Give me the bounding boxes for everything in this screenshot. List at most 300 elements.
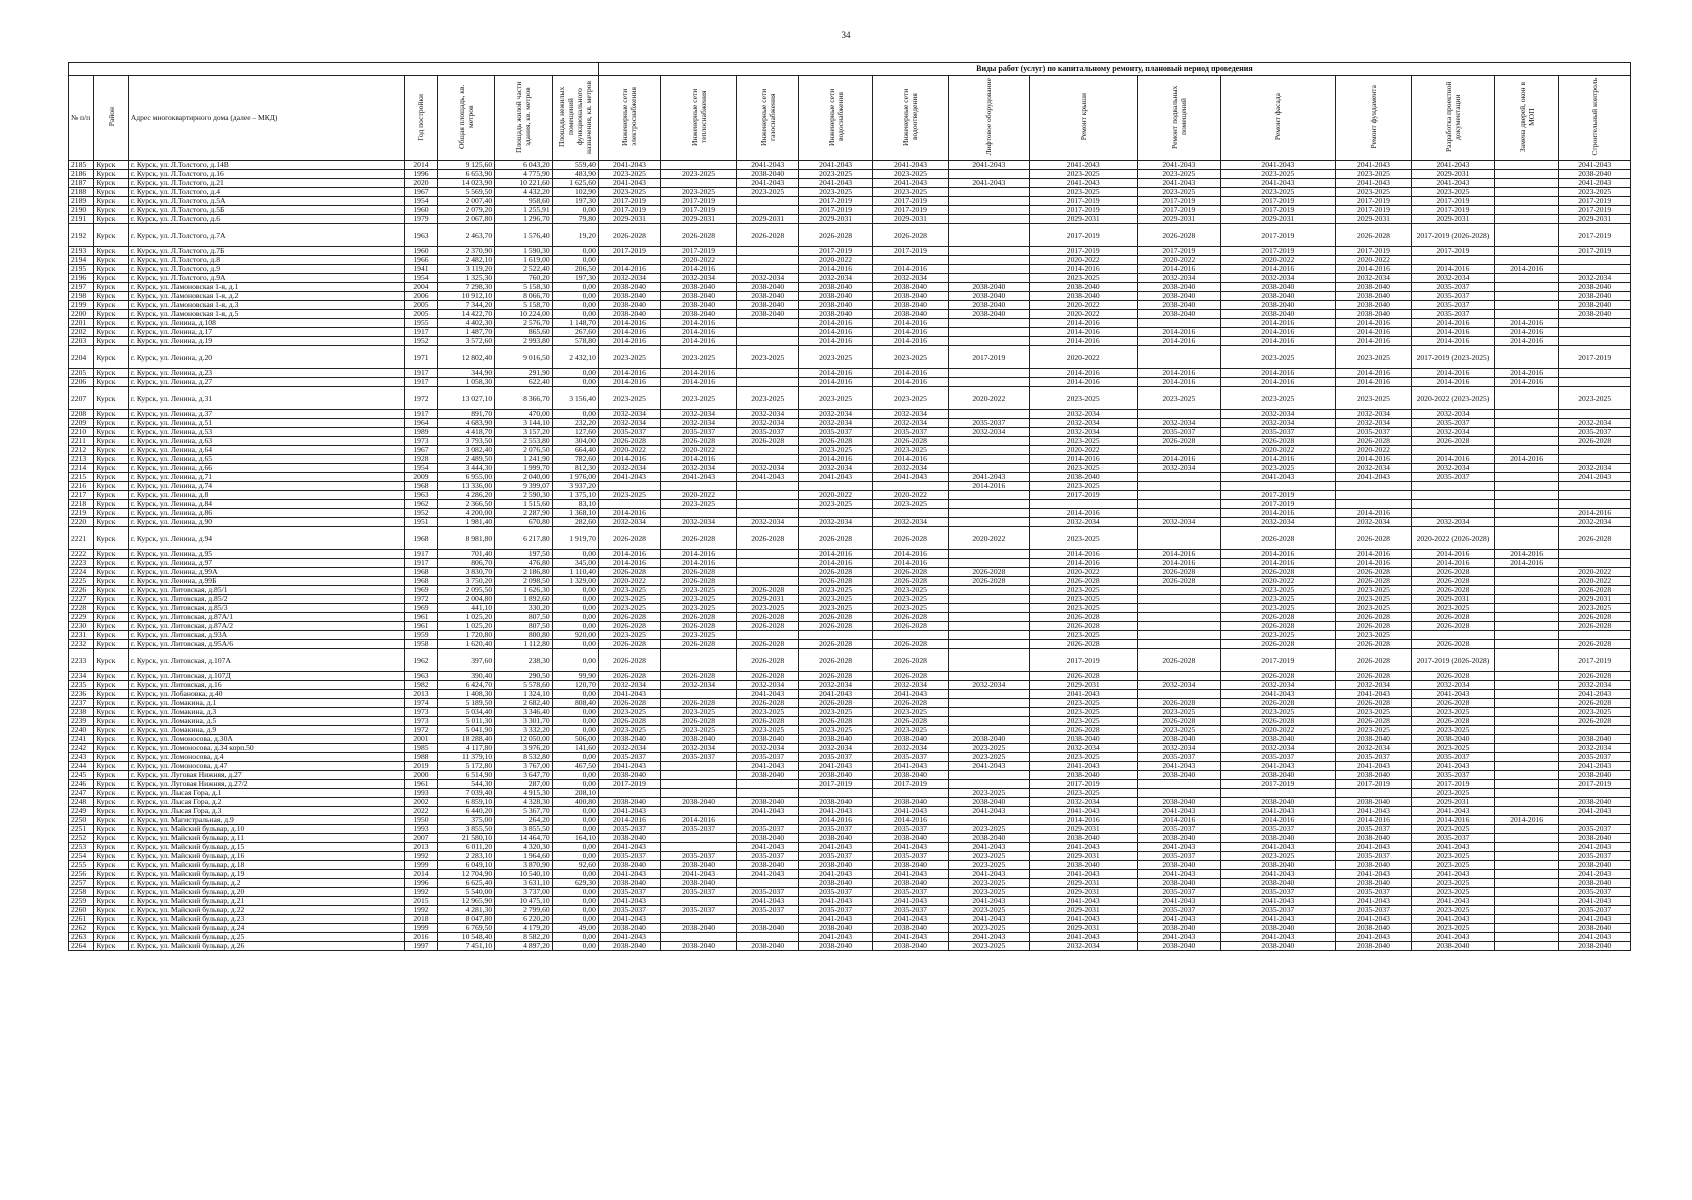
table-cell: 1952 <box>405 509 437 518</box>
table-cell: 208,10 <box>552 789 598 798</box>
table-cell: 2038-2040 <box>872 735 948 744</box>
table-cell: 2017-2019 (2023-2025) <box>1411 346 1494 369</box>
table-cell: 2023-2025 <box>1335 586 1411 595</box>
table-cell <box>1494 933 1559 942</box>
table-cell <box>1494 224 1559 247</box>
table-cell: 807,50 <box>495 622 553 631</box>
table-cell: 2026-2028 <box>799 717 873 726</box>
table-cell: 2023-2025 <box>1335 708 1411 717</box>
table-cell: 2041-2043 <box>1411 690 1494 699</box>
table-cell: 2038-2040 <box>598 735 660 744</box>
table-cell: 629,30 <box>552 879 598 888</box>
table-cell: 1 148,70 <box>552 319 598 328</box>
table-cell: 2038-2040 <box>598 879 660 888</box>
table-cell: 2041-2043 <box>1220 807 1335 816</box>
table-cell: 2023-2025 <box>1220 586 1335 595</box>
table-cell: 2035-2037 <box>1559 906 1631 915</box>
table-cell: 812,30 <box>552 464 598 473</box>
table-cell: 2020-2022 <box>598 446 660 455</box>
table-cell: 2014-2016 <box>598 265 660 274</box>
table-cell: 1961 <box>405 622 437 631</box>
table-cell: 2014-2016 <box>1137 550 1220 559</box>
table-cell: 2014-2016 <box>1411 319 1494 328</box>
table-cell: 2041-2043 <box>1411 762 1494 771</box>
table-cell: 1973 <box>405 717 437 726</box>
table-cell: 2014-2016 <box>598 550 660 559</box>
table-cell: 544,30 <box>437 780 495 789</box>
table-row <box>69 319 1631 328</box>
table-cell: 2 040,00 <box>495 473 553 482</box>
table-cell: 2194 <box>69 256 94 265</box>
table-cell <box>1494 807 1559 816</box>
table-cell: 2020-2022 <box>1559 568 1631 577</box>
table-cell: 2041-2043 <box>1335 161 1411 170</box>
table-cell: 19,20 <box>552 224 598 247</box>
table-cell: 2020-2022 <box>661 446 737 455</box>
table-cell: 2038-2040 <box>1335 834 1411 843</box>
table-cell <box>1494 595 1559 604</box>
table-cell: Курск <box>94 613 129 622</box>
table-cell: 2221 <box>69 527 94 550</box>
table-cell: 2038-2040 <box>872 798 948 807</box>
table-cell: 2026-2028 <box>1335 437 1411 446</box>
table-cell: 197,30 <box>552 197 598 206</box>
table-cell: 1960 <box>405 247 437 256</box>
table-cell: 6 653,90 <box>437 170 495 179</box>
table-cell: 2026-2028 <box>1411 568 1494 577</box>
table-cell: 2017-2019 <box>1137 197 1220 206</box>
table-cell: 2017-2019 <box>598 247 660 256</box>
table-cell: 8 981,80 <box>437 527 495 550</box>
table-cell: 2023-2025 <box>948 879 1029 888</box>
table-cell: 2191 <box>69 215 94 224</box>
table-cell: 2038-2040 <box>1137 924 1220 933</box>
table-cell: 2029-2031 <box>1559 595 1631 604</box>
table-cell: 2234 <box>69 672 94 681</box>
table-cell: 2023-2025 <box>872 188 948 197</box>
table-cell: 2023-2025 <box>1335 346 1411 369</box>
header-label: Инженерные сети водоотведения <box>901 88 920 146</box>
table-cell: г. Курск, ул. Майский бульвар, д.2 <box>128 879 404 888</box>
table-cell: 2032-2034 <box>872 744 948 753</box>
table-cell: 2026-2028 <box>872 613 948 622</box>
table-cell: Курск <box>94 378 129 387</box>
table-cell: 2023-2025 <box>598 631 660 640</box>
table-cell: 2026-2028 <box>1559 717 1631 726</box>
table-cell: 2026-2028 <box>661 640 737 649</box>
table-cell: 1950 <box>405 816 437 825</box>
table-cell: 3 750,20 <box>437 577 495 586</box>
table-cell <box>661 897 737 906</box>
table-cell: 2023-2025 <box>1335 387 1411 410</box>
table-cell: 2026-2028 <box>799 699 873 708</box>
table-cell: 2017-2019 <box>1559 346 1631 369</box>
table-cell: 2020-2022 <box>1559 577 1631 586</box>
table-cell: 2032-2034 <box>1335 410 1411 419</box>
table-cell: 2264 <box>69 942 94 951</box>
table-row <box>69 224 1631 247</box>
table-cell: 2023-2025 <box>1029 631 1137 640</box>
table-cell: 0,00 <box>552 717 598 726</box>
table-cell: 2032-2034 <box>872 681 948 690</box>
table-cell: 2026-2028 <box>737 224 799 247</box>
table-cell: 2018 <box>405 915 437 924</box>
table-cell: 2038-2040 <box>1220 310 1335 319</box>
table-cell: 2035-2037 <box>872 852 948 861</box>
table-cell: 1 976,00 <box>552 473 598 482</box>
table-cell: 2023-2025 <box>1411 879 1494 888</box>
table-cell: 2020-2022 <box>1029 568 1137 577</box>
table-cell: 3 144,10 <box>495 419 553 428</box>
table-cell: 2038-2040 <box>948 310 1029 319</box>
table-cell: 2026-2028 <box>598 622 660 631</box>
table-cell: 2041-2043 <box>799 807 873 816</box>
table-cell: 2023-2025 <box>948 789 1029 798</box>
table-cell: 2014-2016 <box>1029 559 1137 568</box>
table-cell: 2020-2022 <box>661 491 737 500</box>
table-cell: 2023-2025 <box>948 888 1029 897</box>
table-cell: 2190 <box>69 206 94 215</box>
table-cell: 807,50 <box>495 613 553 622</box>
table-cell <box>1335 491 1411 500</box>
table-cell: г. Курск, ул. Ломакина, д.5 <box>128 717 404 726</box>
table-cell: 2032-2034 <box>948 428 1029 437</box>
table-row <box>69 346 1631 369</box>
table-cell: г. Курск, ул. Ленина, д.108 <box>128 319 404 328</box>
table-cell <box>948 215 1029 224</box>
table-cell: 2014-2016 <box>1494 550 1559 559</box>
table-cell: Курск <box>94 726 129 735</box>
table-cell: 2023-2025 <box>737 346 799 369</box>
table-cell: 1972 <box>405 595 437 604</box>
table-cell <box>1137 690 1220 699</box>
table-cell <box>948 265 1029 274</box>
table-cell: 2032-2034 <box>737 274 799 283</box>
table-cell: 2032-2034 <box>661 744 737 753</box>
table-cell <box>1494 649 1559 672</box>
table-cell: 2026-2028 <box>1335 577 1411 586</box>
table-cell: 2026-2028 <box>872 622 948 631</box>
table-cell <box>1494 906 1559 915</box>
table-cell: 2041-2043 <box>598 870 660 879</box>
table-cell: 3 444,30 <box>437 464 495 473</box>
table-cell: 1972 <box>405 726 437 735</box>
table-cell: 2038-2040 <box>737 798 799 807</box>
table-cell: г. Курск, ул. Майский бульвар, д.11 <box>128 834 404 843</box>
table-cell: 2041-2043 <box>1411 897 1494 906</box>
table-cell <box>1494 798 1559 807</box>
table-cell: 8 366,70 <box>495 387 553 410</box>
table-row <box>69 509 1631 518</box>
table-cell <box>1494 825 1559 834</box>
table-cell: 2035-2037 <box>598 888 660 897</box>
table-cell: 2035-2037 <box>1335 825 1411 834</box>
table-cell <box>1494 274 1559 283</box>
table-cell: 2035-2037 <box>737 888 799 897</box>
table-cell: 2014-2016 <box>1029 509 1137 518</box>
table-cell: 2228 <box>69 604 94 613</box>
table-cell: 2041-2043 <box>1411 933 1494 942</box>
table-cell: 2026-2028 <box>872 577 948 586</box>
table-cell: 2 283,10 <box>437 852 495 861</box>
table-cell: 2041-2043 <box>1559 690 1631 699</box>
table-cell: 2041-2043 <box>1220 843 1335 852</box>
table-cell: 2017-2019 <box>1559 247 1631 256</box>
table-cell: 2032-2034 <box>799 274 873 283</box>
table-cell <box>1029 500 1137 509</box>
table-cell: 2014-2016 <box>1220 337 1335 346</box>
table-cell: 2 590,30 <box>495 491 553 500</box>
table-cell: 2220 <box>69 518 94 527</box>
table-cell: 2026-2028 <box>1411 577 1494 586</box>
table-cell: 2032-2034 <box>1137 464 1220 473</box>
table-cell: 2026-2028 <box>1220 640 1335 649</box>
table-cell <box>1494 387 1559 410</box>
table-cell: 2023-2025 <box>1029 595 1137 604</box>
table-cell: 2023-2025 <box>948 825 1029 834</box>
table-cell: 1 487,70 <box>437 328 495 337</box>
table-cell <box>1559 328 1631 337</box>
table-cell: 2248 <box>69 798 94 807</box>
table-cell: 701,40 <box>437 550 495 559</box>
table-cell <box>1411 482 1494 491</box>
table-cell: г. Курск, ул. Лысая Гора, д.2 <box>128 798 404 807</box>
table-cell: 4 200,00 <box>437 509 495 518</box>
table-row <box>69 292 1631 301</box>
table-cell: 2026-2028 <box>799 622 873 631</box>
table-cell: Курск <box>94 870 129 879</box>
table-cell: 891,70 <box>437 410 495 419</box>
table-row <box>69 834 1631 843</box>
table-cell <box>661 780 737 789</box>
header-label: № п/п <box>71 113 91 122</box>
table-cell: 2215 <box>69 473 94 482</box>
table-cell: 2041-2043 <box>872 473 948 482</box>
table-cell <box>948 410 1029 419</box>
table-cell <box>1494 197 1559 206</box>
table-cell: 2023-2025 <box>1335 631 1411 640</box>
table-cell: 2023-2025 <box>661 595 737 604</box>
table-cell: 2038-2040 <box>737 942 799 951</box>
col-heating <box>661 76 737 161</box>
header-label: Ремонт подвальных помещений <box>1169 85 1188 149</box>
table-cell: 2023-2025 <box>661 708 737 717</box>
table-cell <box>737 816 799 825</box>
table-cell: 10 221,60 <box>495 179 553 188</box>
table-cell: 2244 <box>69 762 94 771</box>
table-row <box>69 807 1631 816</box>
table-cell: 2041-2043 <box>598 161 660 170</box>
table-cell: 1 892,60 <box>495 595 553 604</box>
table-cell: 2041-2043 <box>737 179 799 188</box>
table-cell: 2216 <box>69 482 94 491</box>
table-cell: 4 432,20 <box>495 188 553 197</box>
table-cell: 2026-2028 <box>1137 568 1220 577</box>
table-cell: 1971 <box>405 346 437 369</box>
table-cell: 2038-2040 <box>1220 924 1335 933</box>
col-living-area <box>495 76 553 161</box>
table-cell: Курск <box>94 622 129 631</box>
table-cell: 2038-2040 <box>1137 879 1220 888</box>
table-cell: 2041-2043 <box>1559 933 1631 942</box>
table-cell: 7 039,40 <box>437 789 495 798</box>
table-cell <box>1494 843 1559 852</box>
table-cell: 2023-2025 <box>799 170 873 179</box>
table-cell: 264,20 <box>495 816 553 825</box>
table-cell: 2017-2019 <box>1029 247 1137 256</box>
table-cell: 287,00 <box>495 780 553 789</box>
table-cell: 2032-2034 <box>1220 410 1335 419</box>
table-cell: 2029-2031 <box>1220 215 1335 224</box>
table-cell: 102,90 <box>552 188 598 197</box>
table-cell: г. Курск, ул. Ленина, д.8 <box>128 491 404 500</box>
table-cell: 2038-2040 <box>737 834 799 843</box>
table-cell: 2023-2025 <box>1029 170 1137 179</box>
table-cell: 2014-2016 <box>1137 369 1220 378</box>
table-cell: г. Курск, ул. Луговая Нижняя, д.27 <box>128 771 404 780</box>
table-cell: 2023-2025 <box>1411 888 1494 897</box>
table-cell: 2038-2040 <box>1335 798 1411 807</box>
table-cell: г. Курск, ул. Ленина, д.53 <box>128 428 404 437</box>
table-cell: 2020-2022 <box>1335 446 1411 455</box>
table-cell: г. Курск, ул. Ленина, д.99Б <box>128 577 404 586</box>
table-cell: 2041-2043 <box>1220 897 1335 906</box>
table-cell: 2249 <box>69 807 94 816</box>
table-cell <box>948 699 1029 708</box>
table-cell: 2032-2034 <box>1137 419 1220 428</box>
table-cell: 2023-2025 <box>872 387 948 410</box>
table-cell <box>799 482 873 491</box>
table-cell: 2038-2040 <box>1029 834 1137 843</box>
table-cell: 2035-2037 <box>799 906 873 915</box>
table-cell: 2014-2016 <box>1137 378 1220 387</box>
table-cell: 5 158,30 <box>495 283 553 292</box>
header-label: Район <box>106 107 116 127</box>
table-cell: 2014-2016 <box>1335 337 1411 346</box>
table-cell: 2038-2040 <box>872 924 948 933</box>
table-cell: Курск <box>94 274 129 283</box>
table-cell: 2026-2028 <box>1335 699 1411 708</box>
table-cell: Курск <box>94 247 129 256</box>
table-row <box>69 595 1631 604</box>
table-cell: 2038-2040 <box>1137 942 1220 951</box>
table-cell: Курск <box>94 933 129 942</box>
table-cell: Курск <box>94 798 129 807</box>
table-cell: 2041-2043 <box>1137 762 1220 771</box>
table-cell: 2032-2034 <box>872 410 948 419</box>
table-cell: 2017-2019 <box>1559 197 1631 206</box>
table-cell: 2026-2028 <box>872 649 948 672</box>
table-cell: 2035-2037 <box>737 428 799 437</box>
table-cell: 2017-2019 <box>598 197 660 206</box>
table-cell: 2020-2022 <box>799 491 873 500</box>
table-cell: Курск <box>94 310 129 319</box>
table-cell: 2035-2037 <box>799 852 873 861</box>
table-cell: 3 332,20 <box>495 726 553 735</box>
table-cell: 2035-2037 <box>872 888 948 897</box>
table-cell: 2020-2022 <box>1335 256 1411 265</box>
table-cell: 2020-2022 <box>1029 346 1137 369</box>
table-cell: 2032-2034 <box>661 274 737 283</box>
table-cell: 1 368,10 <box>552 509 598 518</box>
table-cell: 2 186,80 <box>495 568 553 577</box>
table-cell: 1 375,10 <box>552 491 598 500</box>
table-cell <box>1494 771 1559 780</box>
table-cell: 2029-2031 <box>737 215 799 224</box>
table-cell: 1967 <box>405 188 437 197</box>
table-cell: 2212 <box>69 446 94 455</box>
table-cell: 4 286,20 <box>437 491 495 500</box>
table-row <box>69 197 1631 206</box>
table-cell: 2014-2016 <box>872 337 948 346</box>
table-cell: 2014-2016 <box>1220 265 1335 274</box>
table-cell: Курск <box>94 586 129 595</box>
table-cell: г. Курск, ул. Ламоновская 1-я, д.3 <box>128 301 404 310</box>
table-cell: 2041-2043 <box>1220 473 1335 482</box>
table-cell: 2032-2034 <box>1137 744 1220 753</box>
table-row <box>69 559 1631 568</box>
table-cell: 2038-2040 <box>598 283 660 292</box>
table-cell: 0,00 <box>552 550 598 559</box>
table-cell: Курск <box>94 410 129 419</box>
table-cell <box>1494 762 1559 771</box>
table-row <box>69 446 1631 455</box>
table-cell <box>661 762 737 771</box>
table-cell: 2232 <box>69 640 94 649</box>
table-cell <box>1137 631 1220 640</box>
table-cell: 5 172,80 <box>437 762 495 771</box>
table-cell: 2017-2019 <box>1220 500 1335 509</box>
table-cell: 2020-2022 (2026-2028) <box>1411 527 1494 550</box>
table-cell: г. Курск, ул. Литовская, д.107Д <box>128 672 404 681</box>
table-cell: 5 034,40 <box>437 708 495 717</box>
table-cell: г. Курск, ул. Ленина, д.23 <box>128 369 404 378</box>
table-cell: 1 112,80 <box>495 640 553 649</box>
table-cell: 2023-2025 <box>1411 188 1494 197</box>
table-cell: 290,50 <box>495 672 553 681</box>
table-cell: 5 011,30 <box>437 717 495 726</box>
col-water-supply <box>799 76 873 161</box>
table-cell: 2035-2037 <box>1411 473 1494 482</box>
col-doors-windows <box>1494 76 1559 161</box>
table-cell: 2023-2025 <box>1335 188 1411 197</box>
table-cell <box>948 170 1029 179</box>
table-cell: 0,00 <box>552 301 598 310</box>
col-district <box>94 76 129 161</box>
table-cell <box>948 188 1029 197</box>
table-cell: 2023-2025 <box>598 726 660 735</box>
table-cell: 2261 <box>69 915 94 924</box>
table-cell: 2041-2043 <box>799 933 873 942</box>
table-cell: 2041-2043 <box>948 807 1029 816</box>
table-cell: 1 324,10 <box>495 690 553 699</box>
table-cell: 2017-2019 <box>1335 197 1411 206</box>
table-cell: 2026-2028 <box>737 527 799 550</box>
table-cell: г. Курск, ул. Ленина, д.17 <box>128 328 404 337</box>
table-cell: 1 025,20 <box>437 622 495 631</box>
table-cell: 2023-2025 <box>598 346 660 369</box>
table-cell: 2026-2028 <box>1411 717 1494 726</box>
table-cell: 2041-2043 <box>1137 897 1220 906</box>
table-cell: 2041-2043 <box>1335 915 1411 924</box>
table-cell <box>1494 726 1559 735</box>
table-row <box>69 491 1631 500</box>
table-cell: г. Курск, ул. Ломоносова, д.47 <box>128 762 404 771</box>
table-cell: 2023-2025 <box>598 595 660 604</box>
table-cell: 1917 <box>405 369 437 378</box>
table-row <box>69 744 1631 753</box>
table-row <box>69 428 1631 437</box>
